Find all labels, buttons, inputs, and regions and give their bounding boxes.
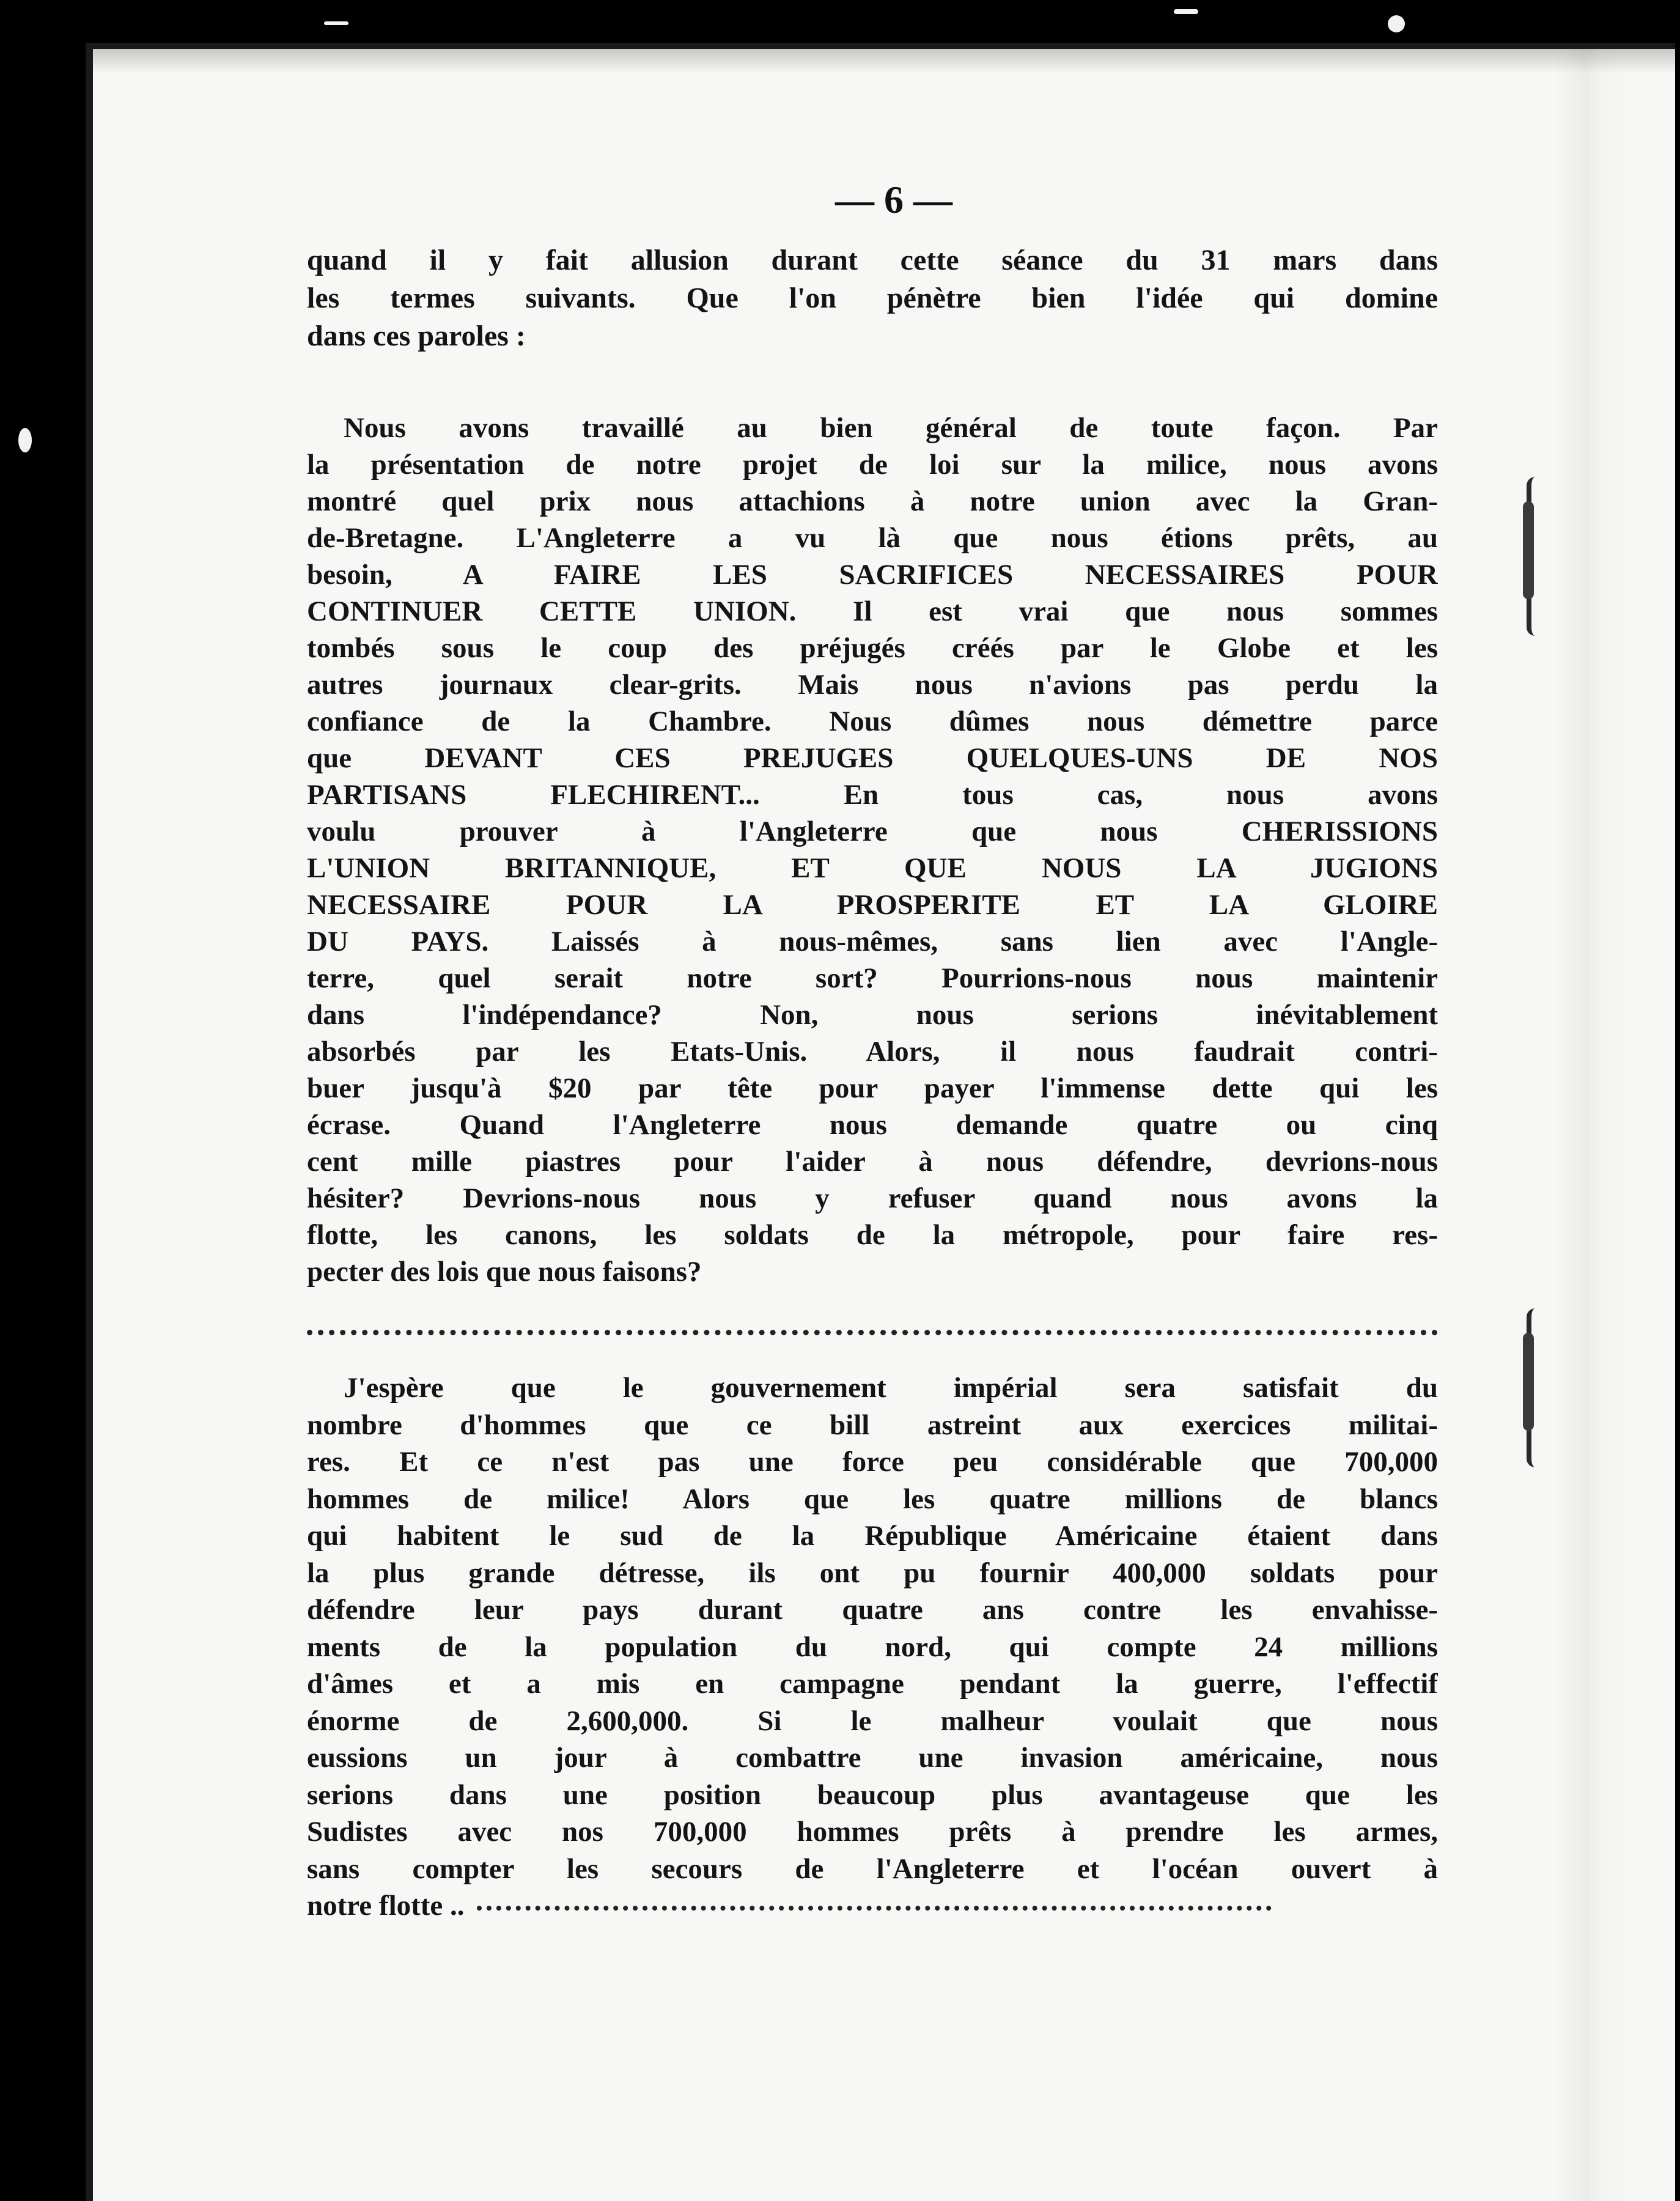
quotation-paragraph	[307, 410, 1438, 1290]
text-line: nombre d'hommes que ce bill astreint aux exercices militai-	[307, 1409, 1438, 1441]
text-line: d'âmes et a mis en campagne pendant la guerre, l'effectif	[307, 1668, 1438, 1700]
final-line-text: notre flotte ..	[307, 1890, 465, 1922]
scan-speck	[324, 21, 348, 25]
text-line: que DEVANT CES PREJUGES QUELQUES-UNS DE NOS	[307, 742, 1438, 774]
text-line: terre, quel serait notre sort? Pourrions-nous nous maintenir	[307, 962, 1438, 994]
final-line	[307, 1887, 1438, 1925]
text-line: cent mille piastres pour l'aider à nous défendre, devrions-nous	[307, 1146, 1438, 1178]
scan-speck	[18, 428, 32, 452]
text-line: énorme de 2,600,000. Si le malheur voulait que nous	[307, 1705, 1438, 1737]
text-line: NECESSAIRE POUR LA PROSPERITE ET LA GLOIRE	[307, 889, 1438, 921]
text-line: flotte, les canons, les soldats de la métropole, pour faire res-	[307, 1219, 1438, 1251]
text-line: de-Bretagne. L'Angleterre a vu là que nous étions prêts, au	[307, 522, 1438, 554]
text-line: quand il y fait allusion durant cette séance du 31 mars dans	[307, 244, 1438, 276]
text-line: J'espère que le gouvernement impérial sera satisfait du	[344, 1372, 1438, 1404]
text-line: autres journaux clear-grits. Mais nous n'avions pas perdu la	[307, 669, 1438, 701]
text-line: dans l'indépendance? Non, nous serions inévitablement	[307, 999, 1438, 1031]
text-line: serions dans une position beaucoup plus avantageuse que les	[307, 1779, 1438, 1811]
text-line: montré quel prix nous attachions à notre union avec la Gran-	[307, 485, 1438, 517]
text-line: pecter des lois que nous faisons?	[307, 1256, 702, 1288]
text-line: sans compter les secours de l'Angleterre et l'océan ouvert à	[307, 1853, 1438, 1885]
scan-speck	[1174, 9, 1198, 14]
text-line: dans ces paroles :	[307, 320, 526, 352]
text-line: L'UNION BRITANNIQUE, ET QUE NOUS LA JUGIONS	[307, 852, 1438, 884]
text-line: les termes suivants. Que l'on pénètre bien l'idée qui domine	[307, 282, 1438, 314]
text-line: besoin, A FAIRE LES SACRIFICES NECESSAIRES POUR	[307, 559, 1438, 591]
text-line: DU PAYS. Laissés à nous-mêmes, sans lien avec l'Angle-	[307, 926, 1438, 957]
text-line: hésiter? Devrions-nous nous y refuser quand nous avons la	[307, 1182, 1438, 1214]
text-line: buer jusqu'à $20 par tête pour payer l'immense dette qui les	[307, 1072, 1438, 1104]
dotted-separator	[307, 1330, 1438, 1335]
text-line: absorbés par les Etats-Unis. Alors, il nous faudrait contri-	[307, 1036, 1438, 1067]
text-line: Sudistes avec nos 700,000 hommes prêts à prendre les armes,	[307, 1816, 1438, 1848]
text-line: PARTISANS FLECHIRENT... En tous cas, nous avons	[307, 779, 1438, 811]
trailing-dots	[477, 1906, 1272, 1911]
text-line: voulu prouver à l'Angleterre que nous CHERISSIONS	[307, 816, 1438, 847]
document-page	[86, 43, 1675, 2201]
text-line: la plus grande détresse, ils ont pu fournir 400,000 soldats pour	[307, 1557, 1438, 1589]
intro-paragraph	[307, 241, 1438, 355]
text-line: ments de la population du nord, qui compte 24 millions	[307, 1631, 1438, 1663]
page-shadow	[93, 49, 1675, 73]
text-line: qui habitent le sud de la République Américaine étaient dans	[307, 1520, 1438, 1552]
text-line: eussions un jour à combattre une invasion américaine, nous	[307, 1742, 1438, 1774]
staple-bottom	[1527, 1308, 1552, 1467]
text-line: Nous avons travaillé au bien général de toute façon. Par	[344, 412, 1438, 444]
page-fold	[1554, 49, 1627, 2201]
text-line: hommes de milice! Alors que les quatre millions de blancs	[307, 1483, 1438, 1515]
text-line: res. Et ce n'est pas une force peu considérable que 700,000	[307, 1446, 1438, 1478]
staple-top	[1527, 477, 1552, 636]
text-line: CONTINUER CETTE UNION. Il est vrai que nous sommes	[307, 595, 1438, 627]
continuation-paragraph	[307, 1370, 1438, 1925]
scan-speck	[1388, 15, 1405, 32]
text-line: la présentation de notre projet de loi sur la milice, nous avons	[307, 449, 1438, 481]
text-line: confiance de la Chambre. Nous dûmes nous démettre parce	[307, 706, 1438, 737]
text-line: défendre leur pays durant quatre ans contre les envahisse-	[307, 1594, 1438, 1626]
page-number: — 6 —	[835, 178, 952, 221]
text-line: écrase. Quand l'Angleterre nous demande quatre ou cinq	[307, 1109, 1438, 1141]
text-line: tombés sous le coup des préjugés créés par le Globe et les	[307, 632, 1438, 664]
